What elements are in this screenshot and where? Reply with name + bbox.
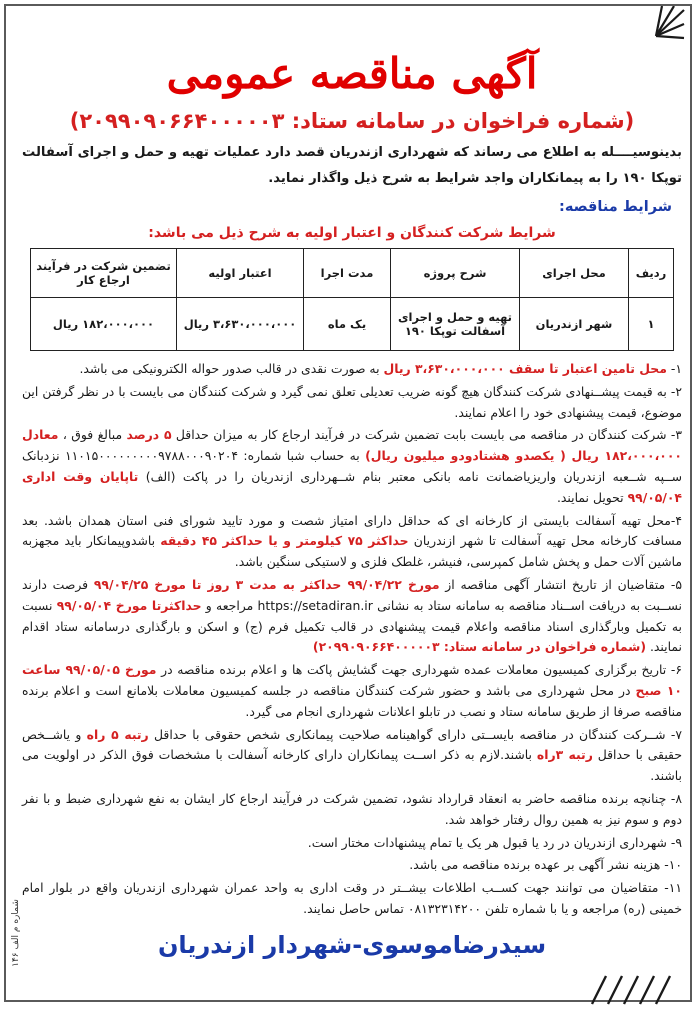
intro-paragraph: بدینوسیــــله به اطلاع می رساند که شهرداری ازندریان قصد دارد عملیات تهیه و حمل و اجرای آسفالت توپکا ۱۹۰ را به پیمانکاران واجد شرایط به شرح ذیل واگذار نماید. [22, 145, 682, 186]
cell-duration: یک ماه [304, 298, 391, 351]
table-row [31, 298, 674, 351]
conditions-list [22, 359, 682, 920]
starburst-icon-bottom-right [586, 968, 686, 1008]
condition-5: ۵- متقاضیان از تاریخ انتشار آگهی مناقصه از مورخ ۹۹/۰۴/۲۲ حداکثر به مدت ۳ روز تا مورخ ۹۹/۰۴/۲۵ فرصت دارند نســبت به دریافت اســناد مناقصه به سامانه ستاد به نشانی https://setadiran.ir مراجعه و حداکثرتا مورخ ۹۹/۰۵/۰۴ نسبت به تکمیل وبارگذاری اسناد مناقصه واعلام قیمت پیشنهادی در قالب تکمیل فرم (ج) و اسکن و بارگذاری درسامانه ستاد اقدام نمایند. (شماره فراخوان در سامانه ستاد: ۲۰۹۹۰۹۰۶۶۴۰۰۰۰۰۳) [22, 576, 683, 655]
cell-row-number: ۱ [629, 298, 674, 351]
cell-project: تهیه و حمل و اجرای آسفالت توپکا ۱۹۰ [391, 298, 520, 351]
cell-location: شهر ازندریان [520, 298, 629, 351]
table-heading: شرایط شرکت کنندگان و اعتبار اولیه به شرح ذیل می باشد: [148, 225, 556, 241]
conditions-table [30, 248, 674, 351]
cell-budget: ۳،۶۳۰،۰۰۰،۰۰۰ ریال [177, 298, 304, 351]
condition-1: ۱- محل تامین اعتبار تا سقف ۳،۶۳۰،۰۰۰،۰۰۰ ریال به صورت نقدی در قالب صدور حواله الکترونیکی می باشد. [79, 361, 682, 376]
condition-7: ۷- شــرکت کنندگان در مناقصه بایســتی دارای گواهینامه صلاحیت پیمانکاری شخص حقوقی با حداقل رتبه ۵ راه و یاشــخص حقیقی با حداقل رتبه ۳راه باشند.لازم به ذکر اســت پیمانکاران دارای کارخانه آسفالت با مشخصات فوق الذکر در اولویت می باشند. [22, 726, 683, 784]
conditions-heading: شرایط مناقصه: [559, 199, 672, 215]
header-budget: اعتبار اولیه [177, 249, 304, 298]
condition-11: ۱۱- متقاضیان می توانند جهت کســب اطلاعات بیشــتر در وقت اداری به واحد عمران شهرداری ازندریان واقع در بلوار امام خمینی (ره) مراجعه و یا با شماره تلفن ۰۸۱۳۲۳۱۴۲۰۰ تماس حاصل نمایند. [22, 880, 682, 916]
notice-title: آگهی مناقصه عمومی [166, 49, 538, 98]
header-duration: مدت اجرا [304, 249, 391, 298]
side-note [6, 888, 26, 988]
condition-10: ۱۰- هزینه نشر آگهی بر عهده برنده مناقصه می باشد. [409, 857, 682, 873]
cell-guarantee: ۱۸۲،۰۰۰،۰۰۰ ریال [31, 298, 177, 351]
header-guarantee: تضمین شرکت در فرآیند ارجاع کار [31, 249, 177, 298]
condition-4: ۴-محل تهیه آسفالت بایستی از کارخانه ای که حداقل دارای امتیاز شصت و مورد تایید شورای فنی استان همدان باشد. بعد مسافت کارخانه محل تهیه آسفالت تا شهر ازندریان حداکثر ۷۵ کیلومتر و یا حداکثر ۴۵ دقیقه باشدوپیمانکار باید مجهزبه ماشین آلات حمل و پخش شامل کمپرسی، فنیشر، غلطک فلزی و لاستیکی سنگین باشد. [22, 512, 682, 570]
tender-notice [22, 48, 682, 962]
condition-2: ۲- به قیمت پیشــنهادی شرکت کنندگان هیچ گونه ضریب تعدیلی تعلق نمی گیرد و شرکت کنندگان می بایست با در نظر گرفتن این موضوع، قیمت پیشنهادی خود را اعلام نمایند. [22, 383, 682, 420]
condition-3: ۳- شرکت کنندگان در مناقصه می بایست بابت تضمین شرکت در فرآیند ارجاع کار به میزان حداقل ۵ درصد مبالغ فوق ، معادل ۱۸۲،۰۰۰،۰۰۰ ریال ( یکصدو هشتادودو میلیون ریال) به حساب شبا شماره: ۱۱۰۱۵۰۰۰۰۰۰۰۰۰۹۷۸۸۰۰۰۹۰۲۰۴ نزدبانک ســپه شــعبه ازندریان واریزیاضمانت نامه بانکی معتبر بنام شــهرداری ازندریان را در پاکت (الف) تاپایان وقت اداری ۹۹/۰۵/۰۴ تحویل نمایند. [22, 427, 683, 505]
setadiran-link[interactable]: https://setadiran.ir [257, 597, 373, 613]
condition-9: ۹- شهرداری ازندریان در رد یا قبول هر یک یا تمام پیشنهادات مختار است. [307, 834, 682, 850]
condition-6: ۶- تاریخ برگزاری کمیسیون معاملات عمده شهرداری جهت گشایش پاکت ها و اعلام برنده مناقصه در مورخ ۹۹/۰۵/۰۵ ساعت ۱۰ صبح در محل شهرداری می باشد و حضور شرکت کنندگان مناقصه در جلسه کمیسیون معاملات بلامانع است و اعلام برنده مناقصه صرفا از طریق سامانه ستاد و نصب در تابلو اعلانات شهرداری انجام می گیرد. [22, 662, 682, 719]
header-location: محل اجرای [520, 249, 629, 298]
condition-8: ۸- چنانچه برنده مناقصه حاضر به انعقاد قرارداد نشود، تضمین شرکت در فرآیند ارجاع کار ایشان به نفع شهرداری ضبط و با نفر دوم و سوم نیز به همین روال رفتار خواهد شد. [22, 790, 682, 827]
signature: سیدرضاموسوی-شهردار ازندریان [157, 930, 547, 959]
table-header-row [31, 249, 674, 298]
side-note-text: شماره م الف ۱۴۶ [11, 899, 21, 967]
header-row-number: ردیف [629, 249, 674, 298]
notice-subtitle: (شماره فراخوان در سامانه ستاد: ۲۰۹۹۰۹۰۶۶۴۰۰۰۰۰۳) [69, 109, 635, 133]
header-project: شرح پروژه [391, 249, 520, 298]
